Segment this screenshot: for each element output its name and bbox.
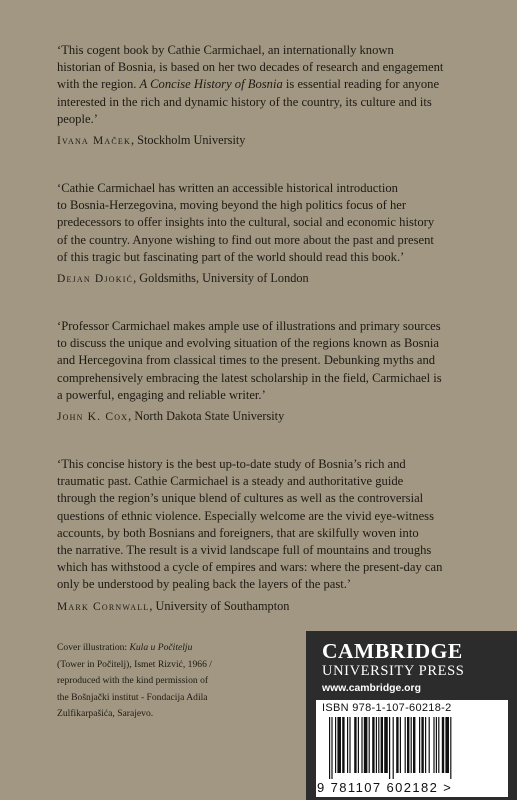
book-title: A Concise History of Bosnia <box>139 77 283 92</box>
endorser-name: Mark Cornwall <box>57 600 150 613</box>
endorser-affiliation: , North Dakota State University <box>128 409 285 424</box>
endorser-name: Ivana Maček <box>57 135 131 148</box>
endorsement-attribution <box>57 132 477 149</box>
endorser-affiliation: , University of Southampton <box>149 598 290 613</box>
endorser-affiliation: , Goldsmiths, University of London <box>133 271 309 286</box>
endorsement-attribution <box>57 598 477 615</box>
endorser-affiliation: , Stockholm University <box>131 133 246 148</box>
endorsement-attribution <box>57 408 477 425</box>
publisher-panel <box>306 631 517 800</box>
endorsement-3 <box>57 318 477 425</box>
barcode-icon <box>329 717 505 779</box>
isbn-label: ISBN 978-1-107-60218-2 <box>322 702 452 714</box>
publisher-logo-press: UNIVERSITY PRESS <box>322 663 465 679</box>
barcode-card <box>316 700 508 797</box>
endorsement-quote: ‘This concise history is the best up-to-date study of Bosnia’s rich and traumatic past. Cathie Carmichael is a steady and authoritative guide through the region’s unique blend of cultures as well as the controversial questions of ethnic violence. Especially welcome are the vivid eye-witness accounts, by both Bosnians and foreigners, that are skilfully woven into the narrative. The result is a vivid landscape full of mountains and troughs which has withstood a cycle of empires and wars: where the present-day can only be understood by pealing back the layers of the past.’ <box>57 457 443 592</box>
publisher-url: www.cambridge.org <box>322 683 421 694</box>
endorsement-2 <box>57 180 477 287</box>
endorsement-attribution <box>57 270 477 287</box>
cover-illustration-credit: Cover illustration: Kula u Počitelju (Tower in Počitelj), Ismet Rizvić, 1966 / reproduced with the kind permission of the Bošnjački institut - Fondacija Adila Zulfikarpašića, Sarajevo. <box>57 642 212 720</box>
endorsement-4 <box>57 456 477 615</box>
endorser-name: Dejan Djokić <box>57 273 134 286</box>
publisher-logo-name: CAMBRIDGE <box>322 639 463 663</box>
endorsement-1 <box>57 42 477 149</box>
endorsement-quote: ‘Professor Carmichael makes ample use of illustrations and primary sources to discuss the unique and evolving situation of the regions known as Bosnia and Hercegovina from classical times to the present. Debunking myths and comprehensively embracing the latest scholarship in the field, Carmichael is a powerful, engaging and reliable writer.’ <box>57 319 442 402</box>
ean-digits: 9 781107 602182 > <box>317 780 453 795</box>
endorsements <box>57 42 477 646</box>
endorsement-quote: ‘This cogent book by Cathie Carmichael, an internationally known historian of Bosnia, is based on her two decades of research and engagement with the region. A Concise History of Bosnia is essential reading for anyone interested in the rich and dynamic history of the country, its culture and its people.’ <box>57 43 444 126</box>
artwork-title: Kula u Počitelju <box>129 642 193 653</box>
endorsement-quote: ‘Cathie Carmichael has written an accessible historical introduction to Bosnia-Herzegovina, moving beyond the high politics focus of her predecessors to offer insights into the cultural, social and economic history of the country. Anyone wishing to find out more about the past and present of this tragic but fascinating part of the world should read this book.’ <box>57 181 435 264</box>
endorser-name: John K. Cox <box>57 411 129 424</box>
